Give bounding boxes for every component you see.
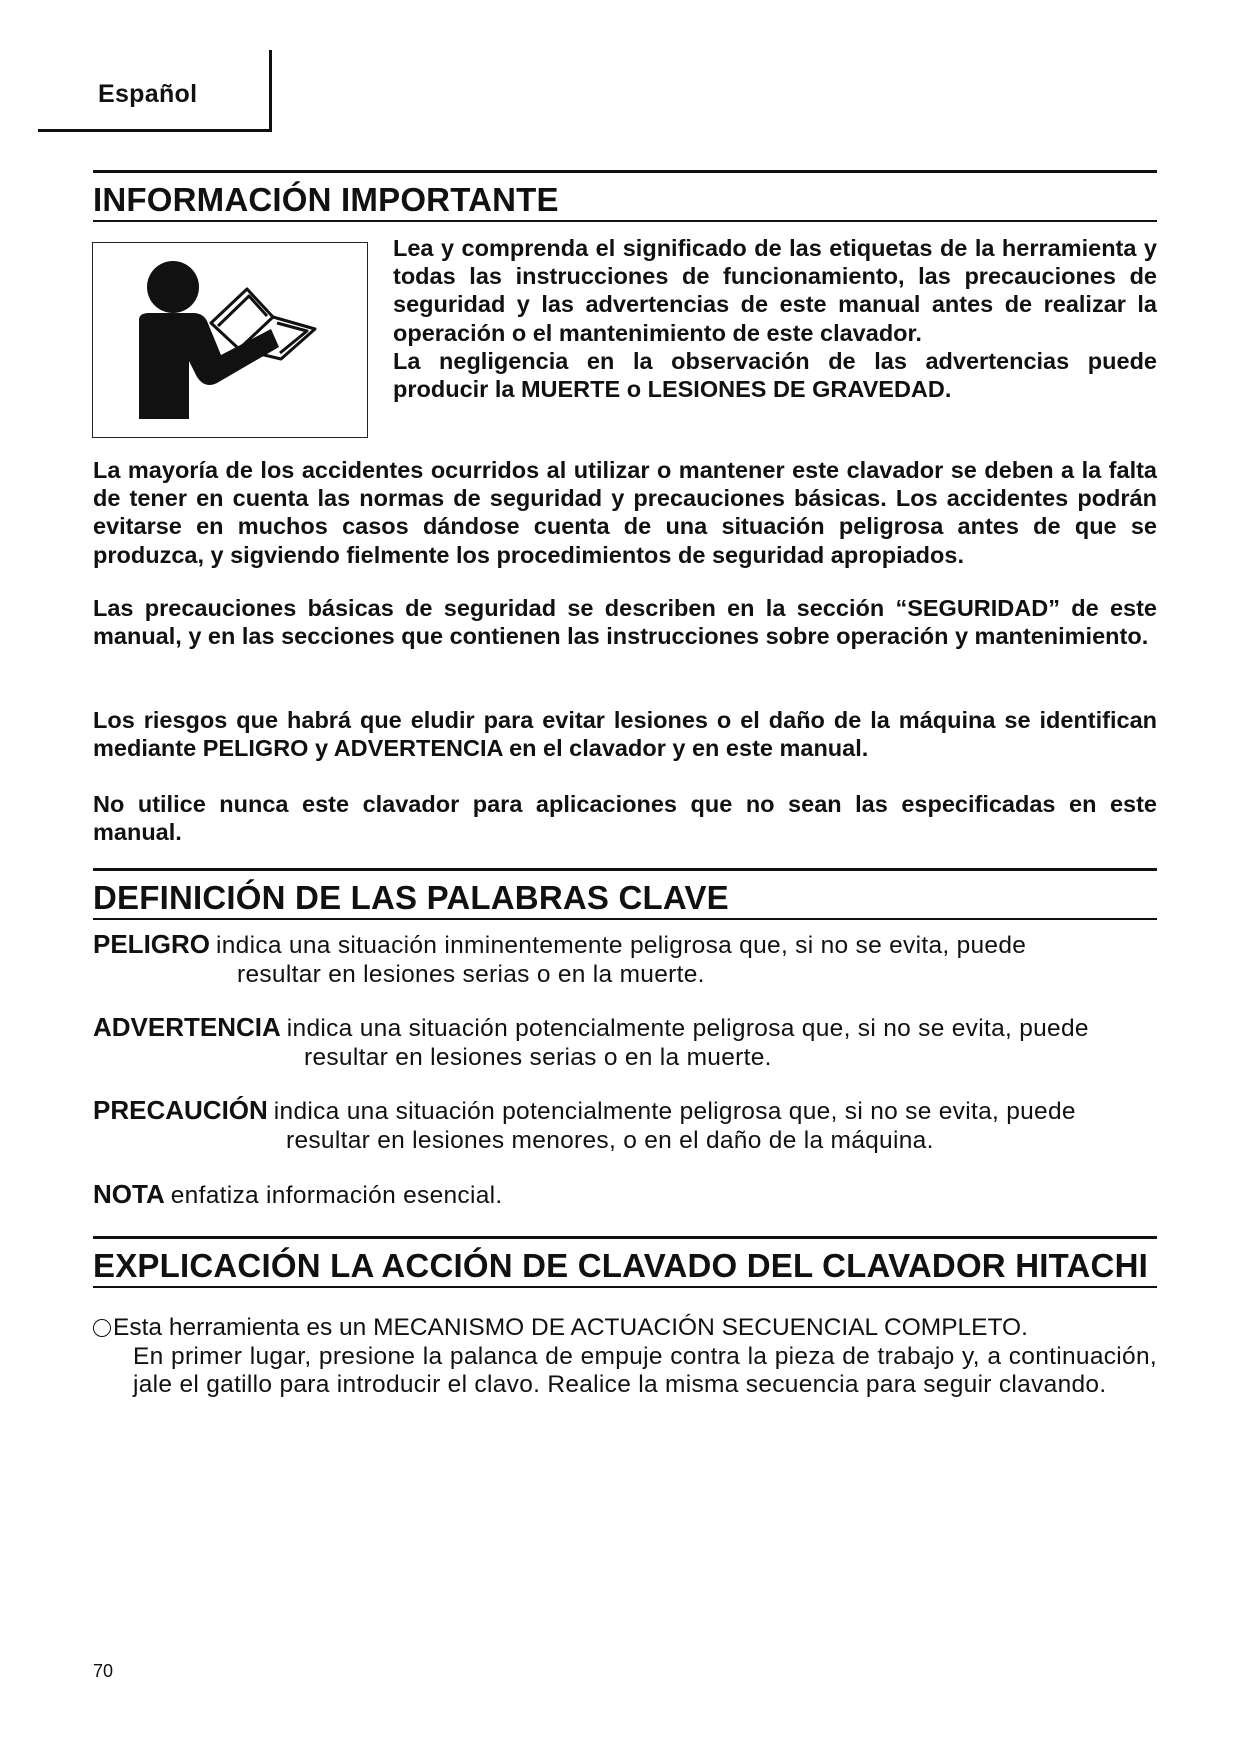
read-manual-pictogram (92, 242, 368, 438)
bullet-circle-icon (93, 1319, 111, 1337)
definition-text: enfatiza información esencial. (170, 1182, 503, 1209)
paragraph-text: Las precauciones básicas de seguridad se describen en la sección “SEGURIDAD” de este manual, y en las secciones que contienen las instrucciones sobre operación y mantenimiento. (93, 595, 1157, 650)
accidents-paragraph (93, 456, 1157, 569)
section-title: INFORMACIÓN IMPORTANTE (93, 181, 559, 218)
section-title: EXPLICACIÓN LA ACCIÓN DE CLAVADO DEL CLAVADOR HITACHI (93, 1247, 1148, 1284)
definition-text-continued: resultar en lesiones menores, o en el daño de la máquina. (286, 1127, 934, 1154)
bullet-body: En primer lugar, presione la palanca de empuje contra la pieza de trabajo y, a continuación, jale el gatillo para introducir el clavo. Realice la misma secuencia para seguir clavando. (133, 1342, 1157, 1398)
section-heading-important-info (93, 170, 1157, 222)
definition-text-continued: resultar en lesiones serias o en la muerte. (237, 961, 705, 988)
intro-paragraph-1: Lea y comprenda el significado de las etiquetas de la herramienta y todas las instrucciones de funcionamiento, las precauciones de seguridad y las advertencias de este manual antes de realizar la operación o el mantenimiento de este clavador. (393, 235, 1157, 346)
definition-text: indica una situación potencialmente peligrosa que, si no se evita, puede (286, 1015, 1089, 1042)
definition-term: ADVERTENCIA (93, 1012, 281, 1042)
definition-term: PELIGRO (93, 929, 211, 959)
actuation-explanation (93, 1314, 1157, 1400)
paragraph-text: No utilice nunca este clavador para aplicaciones que no sean las especificadas en este manual. (93, 791, 1157, 846)
definition-text-continued: resultar en lesiones serias o en la muerte. (304, 1044, 772, 1071)
definition-term: NOTA (93, 1179, 165, 1209)
paragraph-text: La mayoría de los accidentes ocurridos al utilizar o mantener este clavador se deben a la falta de tener en cuenta las normas de seguridad y precauciones básicas. Los accidentes podrán evitarse en muchos casos dándose cuenta de una situación peligrosa antes de que se produzca, y sigviendo fielmente los procedimientos de seguridad apropiados. (93, 457, 1157, 568)
person-reading-book-icon (93, 243, 366, 436)
section-heading-key-words (93, 868, 1157, 920)
important-info-intro (393, 234, 1157, 403)
paragraph-text: Los riesgos que habrá que eludir para evitar lesiones o el daño de la máquina se identifican mediante PELIGRO y ADVERTENCIA en el clavador y en este manual. (93, 707, 1157, 762)
definition-text: indica una situación potencialmente peligrosa que, si no se evita, puede (273, 1098, 1076, 1125)
definition-precaucion (93, 1096, 1157, 1155)
definition-term: PRECAUCIÓN (93, 1095, 268, 1125)
language-tab (38, 50, 272, 132)
section-heading-nailing-action (93, 1236, 1157, 1288)
definition-text: indica una situación inminentemente peligrosa que, si no se evita, puede (216, 932, 1027, 959)
risks-paragraph (93, 706, 1157, 762)
usage-warning-paragraph (93, 790, 1157, 846)
definition-advertencia (93, 1013, 1157, 1072)
page-number: 70 (93, 1661, 114, 1681)
definition-peligro (93, 930, 1157, 989)
bullet-title: Esta herramienta es un MECANISMO DE ACTUACIÓN SECUENCIAL COMPLETO. (113, 1314, 1028, 1341)
definition-nota (93, 1180, 1157, 1210)
basic-precautions-paragraph (93, 594, 1157, 650)
intro-paragraph-2: La negligencia en la observación de las advertencias puede producir la MUERTE o LESIONES DE GRAVEDAD. (393, 347, 1157, 403)
language-label: Español (98, 80, 198, 108)
section-title: DEFINICIÓN DE LAS PALABRAS CLAVE (93, 879, 729, 916)
